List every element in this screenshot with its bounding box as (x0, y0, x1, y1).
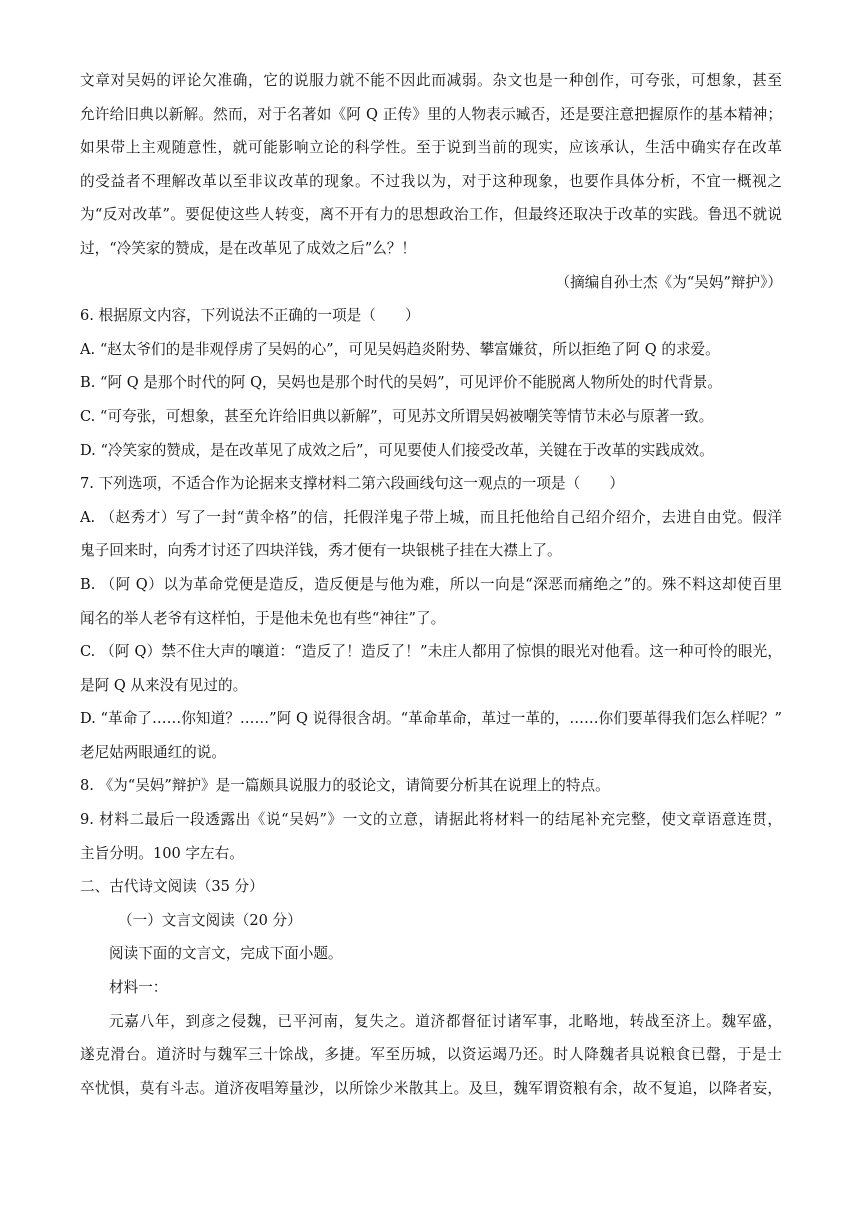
classical-text-line: 元嘉八年，到彦之侵魏，已平河南，复失之。道济都督征讨诸军事，北略地，转战至济上。魏军盛， (109, 1012, 782, 1030)
option-d: D. “革命了……你知道？……”阿 Q 说得很含胡。“革命革命，革过一革的，……你们要革得我们怎么样呢？” (80, 710, 782, 728)
option-b: B. （阿 Q）以为革命党便是造反，造反便是与他为难，所以一向是“深恶而痛绝之”的。殊不料这却使百里 (80, 575, 782, 593)
option-b: B. “阿 Q 是那个时代的阿 Q，吴妈也是那个时代的吴妈”，可见评价不能脱离人物所处的时代背景。 (80, 374, 722, 392)
passage-line: 过，“冷笑家的赞成，是在改革见了成效之后”么？！ (80, 239, 416, 257)
question-9 (80, 803, 782, 870)
question-8: 8. 《为“吴妈”辩护》是一篇颇具说服力的驳论文，请简要分析其在说理上的特点。 (80, 777, 610, 795)
question-stem: 7. 下列选项，不适合作为论据来支撑材料二第六段画线句这一观点的一项是（ ） (80, 475, 624, 493)
option-a: A. “赵太爷们的是非观俘虏了吴妈的心”，可见吴妈趋炎附势、攀富嫌贫，所以拒绝了阿 Q 的求爱。 (80, 340, 720, 358)
section-heading: 二、古代诗文阅读（35 分） (80, 878, 264, 896)
question-stem: 9. 材料二最后一段透露出《说“吴妈”》一文的立意，请据此将材料一的结尾补充完整，使文章语意连贯， (80, 811, 782, 829)
passage-line: 如果带上主观随意性，就可能影响立论的科学性。至于说到当前的现实，应该承认，生活中确实存在改革 (80, 139, 782, 157)
option-d: D. “冷笑家的赞成，是在改革见了成效之后”，可见要使人们接受改革，关键在于改革的实践成效。 (80, 441, 714, 459)
option-b-cont: 闻名的举人老爷有这样怕，于是他未免也有些“神往”了。 (80, 609, 446, 627)
question-7 (80, 467, 782, 769)
question-6 (80, 299, 782, 467)
reading-instruction: 阅读下面的文言文，完成下面小题。 (109, 945, 343, 963)
material-label: 材料一： (109, 979, 168, 997)
subsection-heading: （一）文言文阅读（20 分） (118, 911, 302, 929)
option-a: A. （赵秀才）写了一封“黄伞格”的信，托假洋鬼子带上城，而且托他给自己绍介绍介，去进自由党。假洋 (80, 508, 782, 526)
option-c: C. “可夸张，可想象，甚至允许给旧典以新解”，可见苏文所谓吴妈被嘲笑等情节未必与原著一致。 (80, 407, 714, 425)
question-stem-cont: 主旨分明。100 字左右。 (80, 844, 244, 862)
passage-line: 文章对吴妈的评论欠准确，它的说服力就不能不因此而减弱。杂文也是一种创作，可夸张，可想象，甚至 (80, 72, 782, 89)
option-c: C. （阿 Q）禁不住大声的嚷道：“造反了！造反了！”未庄人都用了惊惧的眼光对他看。这一种可怜的眼光， (80, 643, 782, 661)
classical-text-line: 卒忧惧，莫有斗志。道济夜唱筹量沙，以所馀少米散其上。及旦，魏军谓资粮有余，故不复追，以降者妄， (80, 1079, 782, 1097)
question-stem: 6. 根据原文内容，下列说法不正确的一项是（ ） (80, 307, 420, 325)
classical-text-line: 遂克滑台。道济时与魏军三十馀战，多捷。军至历城，以资运竭乃还。时人降魏者具说粮食已罄，于是士 (80, 1046, 782, 1064)
passage-line: 的受益者不理解改革以至非议改革的现象。不过我以为，对于这种现象，也要作具体分析，不宜一概视之 (80, 172, 782, 190)
passage-line: 为“反对改革”。要促使这些人转变，离不开有力的思想政治工作，但最终还取决于改革的实践。鲁迅不就说 (80, 206, 782, 224)
option-c-cont: 是阿 Q 从来没有见过的。 (80, 676, 248, 694)
source-citation: （摘编自孙士杰《为“吴妈”辩护》） (555, 273, 782, 291)
option-a-cont: 鬼子回来时，向秀才讨还了四块洋钱，秀才便有一块银桃子挂在大襟上了。 (80, 542, 562, 560)
document-page (80, 64, 782, 1105)
passage-tail (80, 64, 782, 266)
option-d-cont: 老尼姑两眼通红的说。 (80, 743, 226, 761)
classical-text (80, 1005, 782, 1106)
passage-line: 允许给旧典以新解。然而，对于名著如《阿 Q 正传》里的人物表示臧否，还是要注意把握原作的基本精神； (80, 105, 782, 123)
